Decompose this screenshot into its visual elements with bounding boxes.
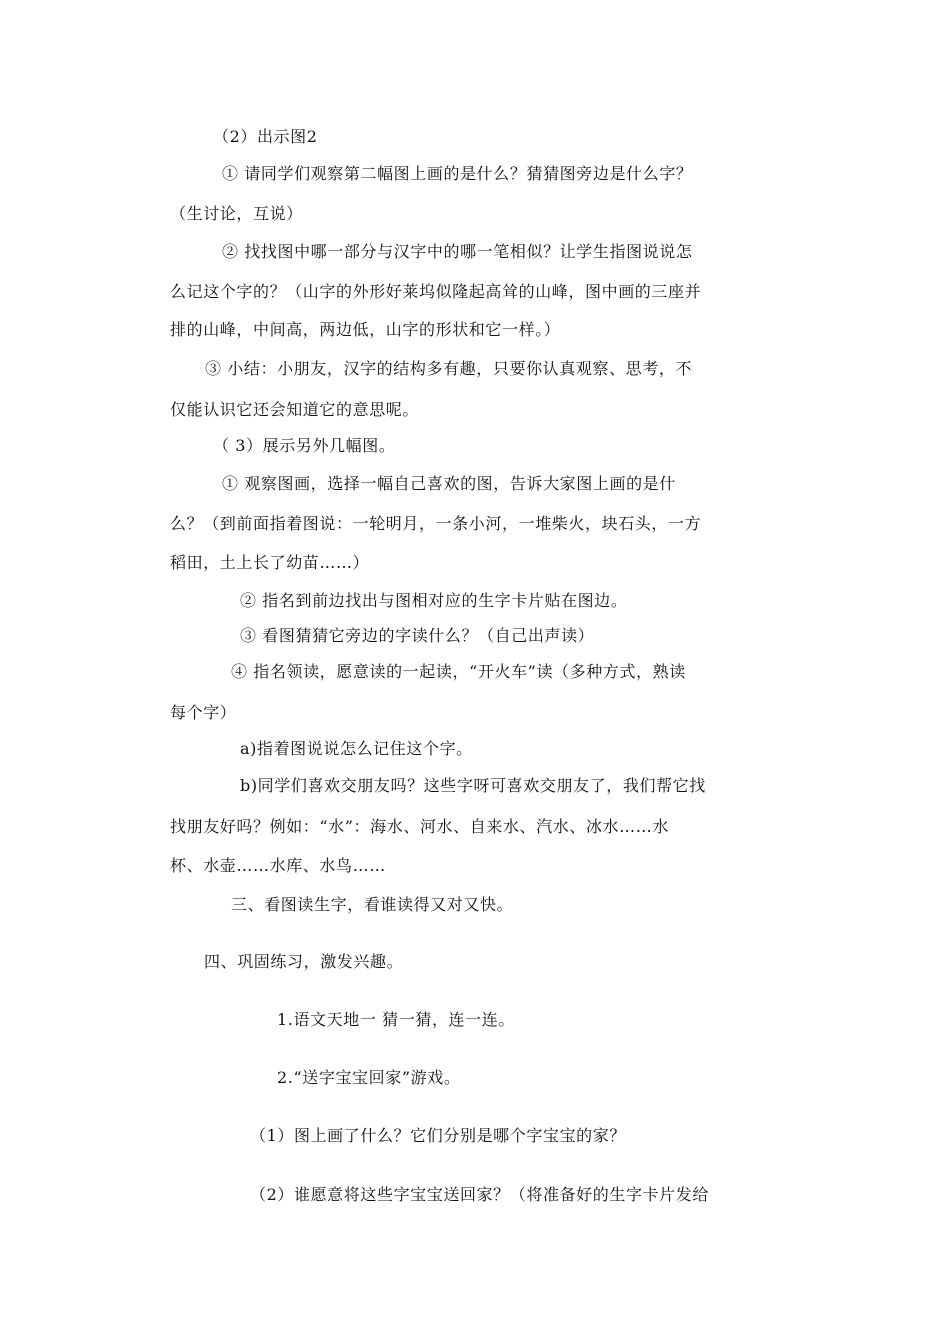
text-line: 每个字） [170, 703, 237, 722]
text-line: 找朋友好吗？例如：“水”：海水、河水、自来水、汽水、冰水……水 [170, 817, 669, 836]
text-line: ② 找找图中哪一部分与汉字中的哪一笔相似？让学生指图说说怎 [222, 242, 693, 261]
text-line: ③ 看图猜猜它旁边的字读什么？（自己出声读） [240, 626, 595, 645]
text-line: ① 观察图画，选择一幅自己喜欢的图，告诉大家图上画的是什 [222, 474, 676, 493]
text-line: （生讨论，互说） [170, 204, 303, 223]
text-line: a)指着图说说怎么记住这个字。 [240, 739, 473, 758]
text-line: ② 指名到前边找出与图相对应的生字卡片贴在图边。 [240, 591, 628, 610]
text-line: 么？（到前面指着图说：一轮明月，一条小河，一堆柴火，块石头，一方 [170, 514, 702, 533]
text-line: ③ 小结：小朋友，汉字的结构多有趣，只要你认真观察、思考，不 [205, 359, 693, 378]
text-line: （2）谁愿意将这些字宝宝送回家？（将准备好的生字卡片发给 [250, 1185, 709, 1204]
text-line: （ 3）展示另外几幅图。 [213, 436, 396, 455]
section-heading: 三、看图读生字，看谁读得又对又快。 [231, 895, 514, 914]
text-line: 排的山峰，中间高，两边低，山字的形状和它一样。） [170, 320, 561, 339]
text-line: （2）出示图2 [213, 127, 318, 146]
text-line: 稻田，土上长了幼苗……） [170, 553, 370, 572]
text-line: b)同学们喜欢交朋友吗？这些字呀可喜欢交朋友了，我们帮它找 [240, 776, 706, 795]
text-line: ④ 指名领读，愿意读的一起读，“开火车”读（多种方式，熟读 [231, 662, 686, 681]
text-line: 杯、水壶……水库、水鸟…… [170, 856, 386, 875]
text-line: 1.语文天地一 猜一猜，连一连。 [277, 1010, 515, 1029]
text-line: 仅能认识它还会知道它的意思呢。 [170, 400, 420, 419]
text-line: ① 请同学们观察第二幅图上画的是什么？猜猜图旁边是什么字？ [222, 164, 693, 183]
text-line: 2.“送字宝宝回家”游戏。 [277, 1068, 461, 1087]
text-line: （1）图上画了什么？它们分别是哪个字宝宝的家？ [250, 1126, 626, 1145]
section-heading: 四、巩固练习，激发兴趣。 [204, 952, 404, 971]
text-line: 么记这个字的？（山字的外形好莱坞似隆起高耸的山峰，图中画的三座并 [170, 282, 702, 301]
